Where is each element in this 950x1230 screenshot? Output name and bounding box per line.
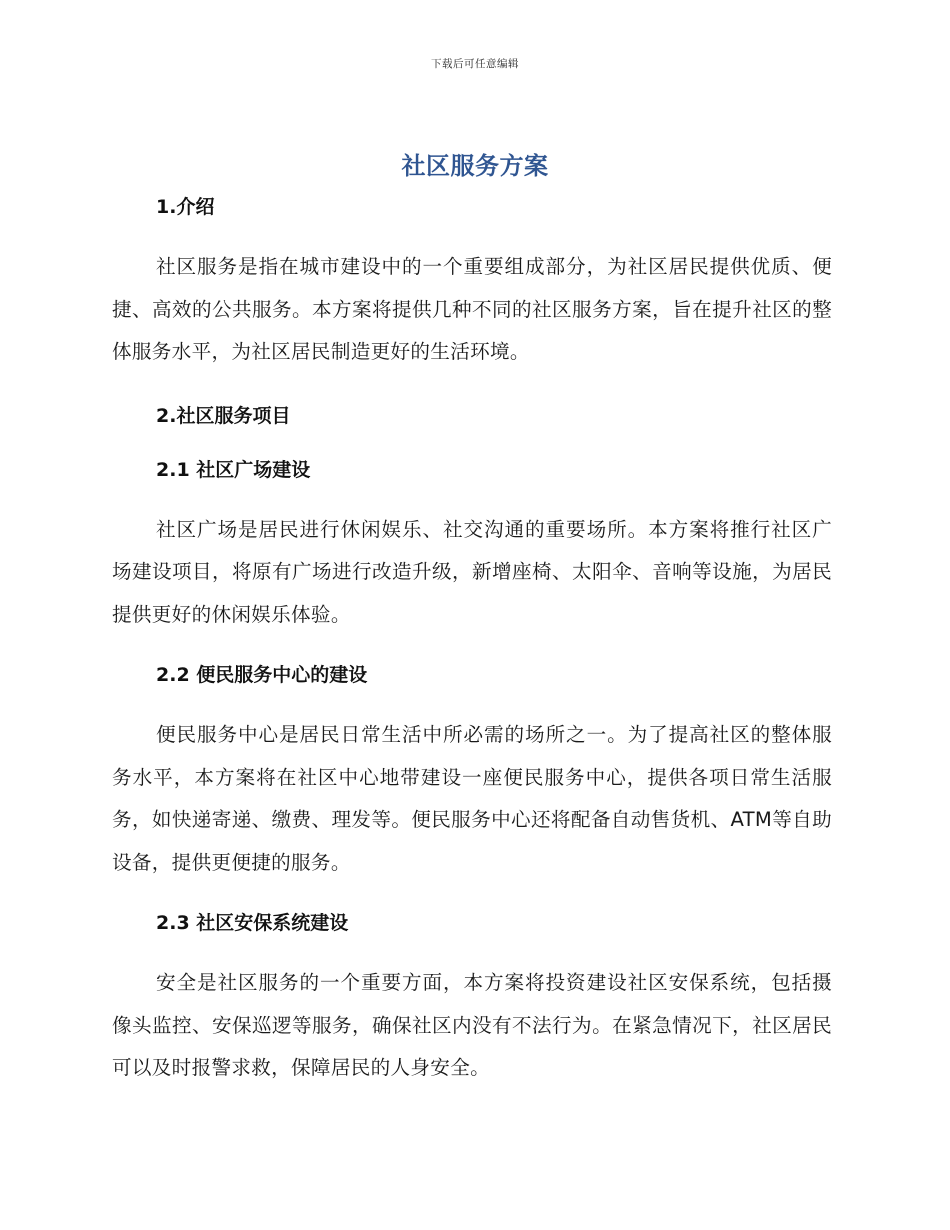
subsection-text-security: 安全是社区服务的一个重要方面，本方案将投资建设社区安保系统，包括摄像头监控、安保巡逻等服务，确保社区内没有不法行为。在紧急情况下，社区居民可以及时报警求救，保障居民的人身安全。 [112, 971, 832, 1079]
header-note: 下载后可任意编辑 [431, 58, 519, 70]
subsection-heading-service-center: 2.2 便民服务中心的建设 [156, 664, 368, 686]
subsection-text-service-center: 便民服务中心是居民日常生活中所必需的场所之一。为了提高社区的整体服务水平，本方案将在社区中心地带建设一座便民服务中心，提供各项日常生活服务，如快递寄递、缴费、理发等。便民服务中心还将配备自动售货机、ATM等自助设备，提供更便捷的服务。 [112, 723, 832, 874]
section-heading-intro: 1.介绍 [156, 196, 215, 218]
document-title: 社区服务方案 [401, 152, 549, 180]
section-heading-service-items: 2.社区服务项目 [156, 404, 291, 427]
subsection-heading-plaza: 2.1 社区广场建设 [156, 458, 311, 481]
document-body [112, 190, 832, 1090]
subsection-heading-security: 2.3 社区安保系统建设 [156, 912, 349, 934]
subsection-text-plaza: 社区广场是居民进行休闲娱乐、社交沟通的重要场所。本方案将推行社区广场建设项目，将原有广场进行改造升级，新增座椅、太阳伞、音响等设施，为居民提供更好的休闲娱乐体验。 [112, 517, 832, 626]
section-text-intro: 社区服务是指在城市建设中的一个重要组成部分，为社区居民提供优质、便捷、高效的公共服务。本方案将提供几种不同的社区服务方案，旨在提升社区的整体服务水平，为社区居民制造更好的生活环境。 [112, 255, 832, 363]
